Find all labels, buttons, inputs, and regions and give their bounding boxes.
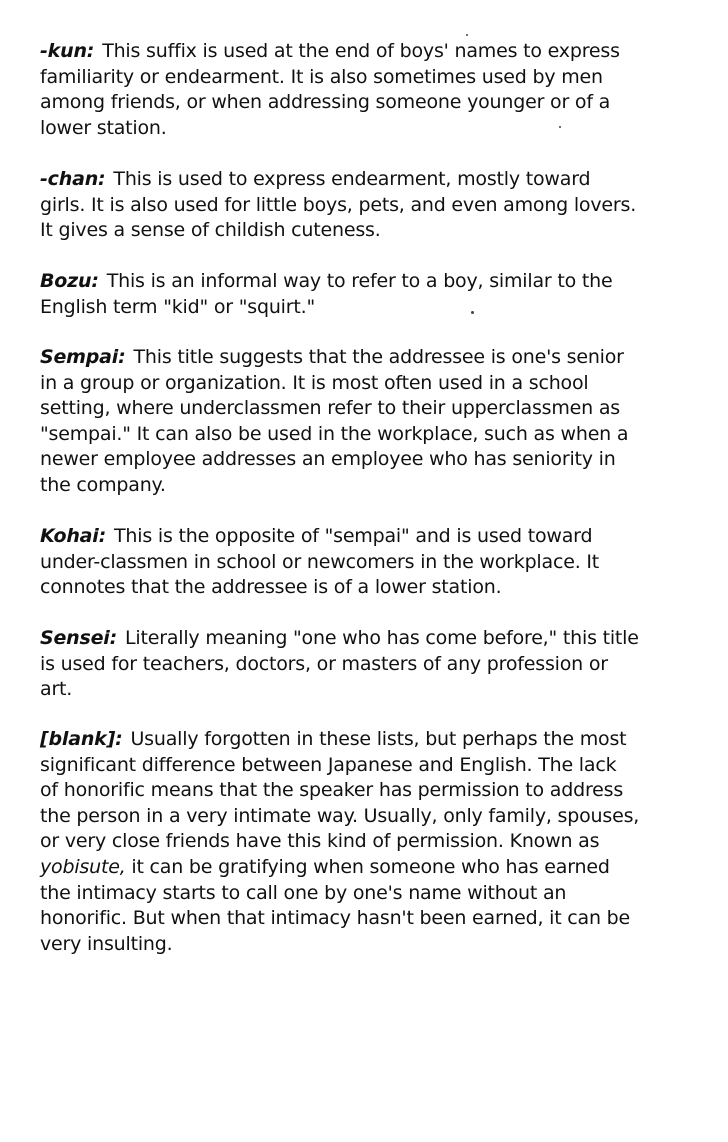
definition-blank-part2: it can be gratifying when someone who has earned the intimacy starts to call one by one's name without an honorific. But when that intimacy hasn't been earned, it can be very insulting.	[40, 855, 631, 955]
definition-kun: This suffix is used at the end of boys' names to express familiarity or endearment. It is also sometimes used by men among friends, or when addressing someone younger or of a lower station.	[40, 40, 620, 139]
entry-kun	[40, 39, 640, 141]
scan-speck	[471, 311, 474, 314]
term-blank: [blank]:	[40, 728, 123, 750]
definition-sempai: This title suggests that the addressee is one's senior in a group or organization. It is most often used in a school setting, where underclassmen refer to their upperclassmen as "sempai." It can also be used in the workplace, such as when a newer employee addresses an employee who has seniority in the company.	[40, 346, 629, 496]
term-yobisute: yobisute,	[40, 855, 126, 878]
definition-kohai: This is the opposite of "sempai" and is used toward under-classmen in school or newcomers in the workplace. It connotes that the addressee is of a lower station.	[40, 525, 600, 599]
term-sensei: Sensei:	[40, 627, 118, 649]
term-kun: -kun:	[40, 40, 95, 62]
definition-chan: This is used to express endearment, mostly toward girls. It is also used for little boys, pets, and even among lovers. It gives a sense of childish cuteness.	[40, 168, 637, 242]
term-chan: -chan:	[40, 168, 106, 190]
scan-speck	[559, 126, 561, 128]
entry-sempai	[40, 345, 640, 499]
entry-bozu	[40, 269, 640, 320]
term-sempai: Sempai:	[40, 346, 126, 368]
term-kohai: Kohai:	[40, 525, 106, 547]
entry-chan	[40, 167, 640, 244]
definition-bozu: This is an informal way to refer to a boy, similar to the English term "kid" or "squirt."	[40, 270, 613, 318]
scan-speck	[466, 34, 468, 36]
term-bozu: Bozu:	[40, 270, 99, 292]
definition-blank-part1: Usually forgotten in these lists, but perhaps the most significant difference between Japanese and English. The lack of honorific means that the speaker has permission to address the person in a very intimate way. Usually, only family, spouses, or very close friends have this kind of permission. Known as	[40, 728, 640, 853]
entry-kohai	[40, 524, 640, 601]
definition-sensei: Literally meaning "one who has come before," this title is used for teachers, doctors, or masters of any profession or art.	[40, 627, 639, 701]
entry-blank	[40, 727, 640, 957]
entry-sensei	[40, 626, 640, 703]
